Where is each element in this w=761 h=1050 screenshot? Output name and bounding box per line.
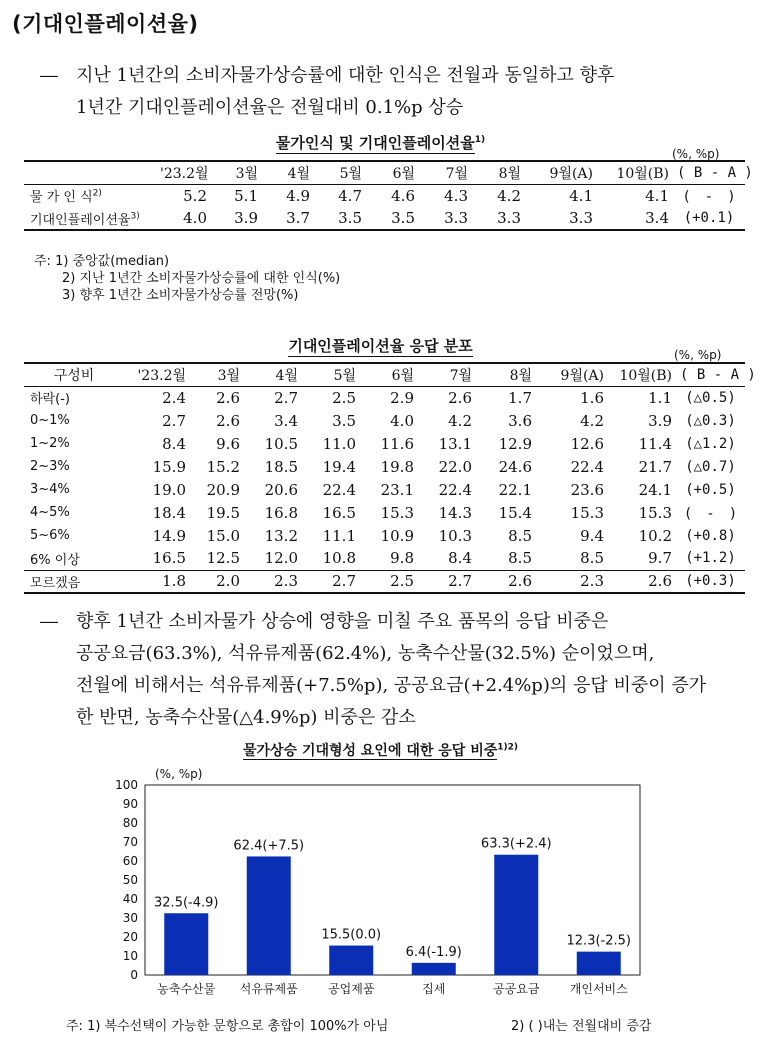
table-2-cell: 4.2: [580, 411, 604, 430]
table-2-header-cell: 10월(B): [619, 367, 672, 384]
bar: [247, 856, 291, 975]
table-2: [24, 362, 756, 594]
bar: [577, 952, 621, 975]
x-category-label: 집세: [422, 982, 446, 996]
table-2-header-cell: 8월: [509, 367, 532, 384]
bar-data-label: 15.5(0.0): [321, 927, 382, 943]
table-2-header-cell: 7월: [449, 367, 472, 384]
table-1-header-cell: 4월: [287, 165, 310, 182]
table-2-row: [24, 547, 745, 570]
row-label-text: 기대인플레이션율: [30, 212, 131, 228]
table-2-cell: 2.3: [580, 572, 604, 591]
table-2-cell: 8.5: [508, 526, 532, 545]
table-2-cell: 23.1: [380, 480, 414, 499]
table-1-header-cell: ( B - A ): [677, 164, 753, 181]
table-2-cell: 2.7: [448, 572, 472, 591]
table-2-header-row: [24, 363, 745, 386]
table-2-cell: 2.6: [508, 572, 532, 591]
table-2-cell: 19.4: [322, 457, 356, 476]
table-2-row-label: 4~5%: [30, 505, 70, 520]
table-2-row: [24, 501, 745, 524]
table-2-cell: 21.7: [638, 457, 672, 476]
table-1-cell: 3.4: [645, 209, 669, 227]
table-2-cell: 22.0: [438, 457, 472, 476]
table-2-cell: 2.4: [162, 388, 186, 407]
table-2-cell: 2.5: [332, 388, 356, 407]
table-2-cell: 2.0: [216, 572, 240, 591]
table-2-cell: 9.4: [580, 526, 604, 545]
chart-footnote: [66, 1015, 756, 1034]
summary-bullet-1: [0, 60, 761, 130]
table-1-cell: 4.2: [497, 186, 521, 205]
table-2-cell: 15.9: [152, 457, 186, 476]
table-2-cell: 18.5: [264, 457, 298, 476]
table-1-row-label: [24, 207, 156, 230]
table-2-cell: 10.9: [380, 526, 414, 545]
table-2-cell: 12.9: [498, 434, 532, 453]
table-2-cell: 24.6: [498, 457, 532, 476]
chart-title-text: 물가상승 기대형성 요인에 대한 응답 비중: [242, 743, 498, 759]
table-2-diff-cell: (+0.8): [685, 527, 736, 544]
note-3: 3) 향후 1년간 소비자물가상승률 전망(%): [62, 288, 299, 303]
bar: [494, 855, 538, 975]
chart-unit-label: (%, %p): [155, 767, 203, 781]
table-1-unit: (%, %p): [672, 147, 720, 161]
table-2-row: [24, 478, 745, 501]
table-2-header-cell: 구성비: [53, 367, 95, 384]
table-2-cell: 2.3: [274, 572, 298, 591]
table-2-cell: 3.9: [648, 411, 672, 430]
table-2-header-cell: 3월: [217, 367, 240, 384]
table-1-header-cell: [24, 161, 156, 184]
table-1-cell: 3.7: [286, 209, 310, 227]
table-2-cell: 20.6: [264, 480, 298, 499]
table-2-diff-cell: (△0.5): [685, 389, 736, 406]
table-2-row: [24, 409, 745, 432]
x-category-label: 개인서비스: [569, 982, 628, 996]
y-tick-label: 70: [122, 835, 138, 849]
table-2-header-cell: 4월: [275, 367, 298, 384]
table-2-cell: 11.6: [380, 434, 414, 453]
table-1-cell: 4.1: [645, 186, 669, 205]
table-2-cell: 8.4: [162, 434, 186, 453]
table-2-row: [24, 570, 745, 593]
y-tick-label: 90: [122, 797, 138, 811]
table-2-cell: 15.3: [570, 503, 604, 522]
x-category-label: 공업제품: [328, 982, 375, 996]
table-1-cell: 4.6: [391, 186, 415, 205]
table-2-cell: 19.5: [206, 503, 240, 522]
bar-data-label: 62.4(+7.5): [233, 838, 305, 854]
bullet-2-line-4: 한 반면, 농축수산물(△4.9%p) 비중은 감소: [76, 707, 416, 728]
table-2-cell: 2.6: [216, 388, 240, 407]
table-2-cell: 15.2: [206, 457, 240, 476]
table-1-cell: 4.1: [569, 186, 593, 205]
table-2-cell: 2.7: [332, 572, 356, 591]
table-2-cell: 3.5: [332, 411, 356, 430]
table-1-title-text: 물가인식 및 기대인플레이션율: [275, 134, 475, 152]
table-2-diff-cell: ( - ): [683, 505, 738, 522]
table-2-header-cell: '23.2월: [137, 367, 186, 384]
table-2-cell: 11.4: [638, 434, 672, 453]
table-2-cell: 4.2: [448, 411, 472, 430]
row-label-text: 물 가 인 식: [30, 190, 93, 206]
x-category-label: 농축수산물: [157, 982, 216, 996]
table-2-cell: 19.8: [380, 457, 414, 476]
table-1-title: [0, 132, 761, 153]
x-category-label: 공공요금: [493, 982, 540, 996]
table-1-cell: 5.1: [234, 186, 258, 205]
table-2-cell: 16.5: [322, 503, 356, 522]
table-2-cell: 1.7: [508, 388, 532, 407]
table-1-diff-cell: ( - ): [682, 188, 736, 205]
table-1-header-cell: '23.2월: [160, 165, 209, 182]
y-tick-label: 50: [122, 873, 138, 887]
bar-data-label: 12.3(-2.5): [566, 933, 631, 949]
table-2-cell: 3.6: [508, 411, 532, 430]
table-2-cell: 10.2: [638, 526, 672, 545]
bullet-2-line-3: 전월에 비해서는 석유류제품(+7.5%p), 공공요금(+2.4%p)의 응답 비중이 증가: [76, 675, 707, 696]
table-1-header-row: [24, 161, 745, 184]
table-2-diff-cell: (+0.3): [685, 573, 736, 590]
note-1: 주: 1) 중앙값(median): [34, 254, 170, 269]
table-2-cell: 22.4: [570, 457, 604, 476]
table-2-cell: 20.9: [206, 480, 240, 499]
table-2-cell: 1.8: [162, 572, 186, 591]
table-2-cell: 12.0: [264, 549, 298, 568]
table-2-title-text: 기대인플레이션율 응답 분포: [288, 337, 473, 355]
table-1-cell: 3.9: [234, 209, 258, 227]
table-2-cell: 15.0: [206, 526, 240, 545]
table-2-row: [24, 524, 745, 547]
table-2-cell: 19.0: [152, 480, 186, 499]
table-1-notes: [34, 253, 340, 304]
table-2-cell: 18.4: [152, 503, 186, 522]
table-1-cell: 4.0: [183, 209, 207, 227]
table-2-cell: 11.0: [322, 434, 356, 453]
table-1-row: [24, 184, 745, 207]
y-tick-label: 30: [122, 911, 138, 925]
bar: [329, 946, 373, 975]
section-heading: (기대인플레이션율): [12, 12, 199, 36]
table-2-cell: 9.6: [216, 434, 240, 453]
bar: [164, 913, 208, 975]
table-2-cell: 13.1: [438, 434, 472, 453]
row-label-sup: 3): [130, 211, 140, 222]
chart-title-sup: 1)2): [497, 742, 519, 753]
table-2-cell: 2.6: [648, 572, 672, 591]
table-2-cell: 10.5: [264, 434, 298, 453]
table-2-row-label: 하락(-): [30, 392, 70, 408]
bullet-1-line-1: 지난 1년간의 소비자물가상승률에 대한 인식은 전월과 동일하고 향후: [76, 65, 615, 86]
bullet-2-line-1: 향후 1년간 소비자물가 상승에 영향을 미칠 주요 품목의 응답 비중은: [76, 611, 609, 632]
table-2-cell: 10.3: [438, 526, 472, 545]
table-2-row: [24, 455, 745, 478]
bar-data-label: 6.4(-1.9): [405, 944, 462, 960]
table-2-diff-cell: (△1.2): [685, 435, 736, 452]
table-1-diff-cell: (+0.1): [683, 210, 735, 226]
summary-bullet-2: [0, 606, 761, 736]
table-2-cell: 2.9: [390, 388, 414, 407]
y-tick-label: 20: [122, 930, 138, 944]
table-2-cell: 15.3: [380, 503, 414, 522]
table-2-cell: 1.1: [648, 388, 672, 407]
table-2-cell: 15.4: [498, 503, 532, 522]
table-2-unit: (%, %p): [674, 348, 722, 362]
table-2-cell: 22.4: [438, 480, 472, 499]
table-2-cell: 8.5: [508, 549, 532, 568]
table-2-row-label: 6% 이상: [30, 552, 80, 568]
y-tick-label: 100: [115, 778, 138, 792]
table-1-cell: 3.3: [497, 209, 521, 227]
table-2-row-label: 1~2%: [30, 436, 70, 451]
table-1-header-cell: 9월(A): [549, 165, 593, 182]
table-1-header-cell: 6월: [392, 165, 415, 182]
bar: [412, 963, 456, 975]
table-2-diff-cell: (△0.3): [685, 412, 736, 429]
table-2-row: [24, 386, 745, 409]
table-2-cell: 9.8: [390, 549, 414, 568]
table-1-cell: 3.5: [391, 209, 415, 227]
y-tick-label: 80: [122, 816, 138, 830]
table-2-cell: 9.7: [648, 549, 672, 568]
bullet-dash: ―: [40, 65, 58, 86]
table-2-row-label: 2~3%: [30, 459, 70, 474]
table-1-header-cell: 8월: [498, 165, 521, 182]
footnote-left: 주: 1) 복수선택이 가능한 문항으로 총합이 100%가 아님: [66, 1019, 389, 1034]
table-2-diff-cell: (+0.5): [685, 481, 736, 498]
table-1-cell: 3.3: [444, 209, 468, 227]
table-2-cell: 13.2: [264, 526, 298, 545]
x-category-label: 석유류제품: [239, 982, 298, 996]
table-1-cell: 4.3: [444, 186, 468, 205]
bar-data-label: 63.3(+2.4): [480, 836, 552, 852]
table-2-cell: 8.5: [580, 549, 604, 568]
table-2-row-label: 5~6%: [30, 528, 70, 543]
table-2-cell: 2.6: [216, 411, 240, 430]
bullet-2-line-2: 공공요금(63.3%), 석유류제품(62.4%), 농축수산물(32.5%) 순이었으며,: [76, 643, 655, 664]
table-2-header-cell: 6월: [391, 367, 414, 384]
table-2-cell: 23.6: [570, 480, 604, 499]
bullet-1-line-2: 1년간 기대인플레이션율은 전월대비 0.1%p 상승: [76, 97, 464, 118]
table-2-cell: 14.9: [152, 526, 186, 545]
bar-chart: [100, 765, 660, 1005]
table-2-cell: 14.3: [438, 503, 472, 522]
table-1-title-sup: 1): [474, 135, 486, 145]
chart-title: [0, 740, 761, 760]
table-2-diff-cell: (+1.2): [685, 550, 736, 567]
table-1-cell: 3.3: [569, 209, 593, 227]
bullet-dash-2: ―: [40, 611, 58, 632]
table-2-cell: 8.4: [448, 549, 472, 568]
y-tick-label: 0: [130, 968, 138, 982]
table-1-cell: 3.5: [338, 209, 362, 227]
table-1-cell: 5.2: [183, 186, 207, 205]
note-2: 2) 지난 1년간 소비자물가상승률에 대한 인식(%): [62, 271, 341, 286]
y-tick-label: 60: [122, 854, 138, 868]
table-2-row-label: 0~1%: [30, 413, 70, 428]
table-2-cell: 11.1: [322, 526, 356, 545]
table-2-cell: 12.5: [206, 549, 240, 568]
table-2-cell: 10.8: [322, 549, 356, 568]
table-2-cell: 16.8: [264, 503, 298, 522]
footnote-right: 2) ( )내는 전월대비 증감: [511, 1019, 652, 1034]
table-2-cell: 1.6: [580, 388, 604, 407]
table-2-diff-cell: (△0.7): [685, 458, 736, 475]
table-2-cell: 2.5: [390, 572, 414, 591]
table-1-row: [24, 207, 745, 230]
table-1-header-cell: 10월(B): [616, 165, 669, 182]
table-1: [24, 160, 753, 231]
table-1-header-cell: 3월: [235, 165, 258, 182]
bar-data-label: 32.5(-4.9): [154, 895, 219, 911]
table-1-row-label: [24, 184, 156, 207]
y-tick-label: 10: [122, 949, 138, 963]
table-2-cell: 3.4: [274, 411, 298, 430]
table-1-cell: 4.7: [338, 186, 362, 205]
row-label-sup: 2): [92, 188, 102, 199]
table-2-cell: 15.3: [638, 503, 672, 522]
table-2-cell: 2.7: [162, 411, 186, 430]
table-2-cell: 24.1: [638, 480, 672, 499]
table-2-cell: 2.6: [448, 388, 472, 407]
table-2-title: [0, 335, 761, 356]
table-2-row-label: 모르겠음: [30, 575, 81, 591]
table-2-row: [24, 432, 745, 455]
table-1-cell: 4.9: [286, 186, 310, 205]
table-2-cell: 2.7: [274, 388, 298, 407]
table-2-cell: 22.1: [498, 480, 532, 499]
table-2-cell: 12.6: [570, 434, 604, 453]
table-2-row-label: 3~4%: [30, 482, 70, 497]
table-2-header-cell: 5월: [333, 367, 356, 384]
table-1-header-cell: 5월: [339, 165, 362, 182]
table-2-cell: 16.5: [152, 549, 186, 568]
table-2-header-cell: 9월(A): [560, 367, 604, 384]
table-2-cell: 22.4: [322, 480, 356, 499]
table-2-header-cell: ( B - A ): [680, 366, 756, 383]
table-2-cell: 4.0: [390, 411, 414, 430]
table-1-header-cell: 7월: [445, 165, 468, 182]
y-tick-label: 40: [122, 892, 138, 906]
